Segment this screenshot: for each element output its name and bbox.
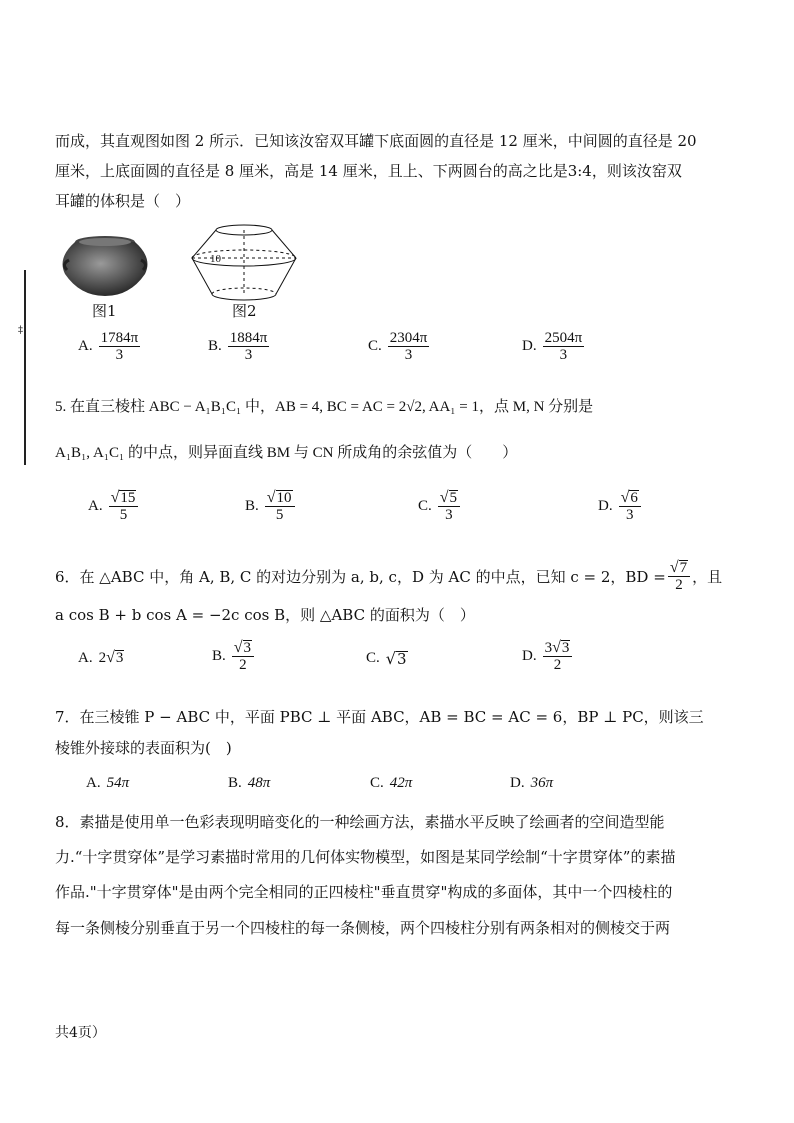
q5-option-d-value: √ 6 3: [619, 490, 641, 523]
q5-option-c-label: C.: [418, 498, 432, 514]
q5-stem-line-1: 5. 在直三棱柱 ABC − A₁B₁C₁ 中，AB = 4, BC = AC = 2√2, AA₁ = 1，点 M, N 分别是: [55, 399, 594, 415]
q7-option-d-value: 36π: [530, 775, 554, 791]
q7-option-b-label: B.: [228, 775, 242, 791]
q6-option-d-value: 3 √ 3 2: [543, 640, 573, 673]
q8-stem-line-1: 8．素描是使用单一色彩表现明暗变化的一种绘画方法，素描水平反映了绘画者的空间造型能: [55, 813, 665, 831]
q6-stem-text: 6．在 △ABC 中，角 A, B, C 的对边分别为 a, b, c，D 为 AC 的中点，已知 c = 2，BD =: [55, 567, 666, 586]
q5-option-a[interactable]: [88, 490, 138, 523]
margin-binding-line: [24, 270, 26, 465]
q6-option-b-label: B.: [212, 648, 226, 664]
q7-option-d[interactable]: [510, 775, 553, 792]
intro-line-2: 厘米，上底面圆的直径是 8 厘米，高是 14 厘米，且上、下两圆台的高之比是3:4，则该汝窑双: [55, 162, 682, 180]
q7-stem-line-1: 7．在三棱锥 P − ABC 中，平面 PBC ⊥ 平面 ABC，AB = BC = AC = 6，BP ⊥ PC，则该三: [55, 708, 704, 726]
q7-option-c-value: 42π: [389, 775, 413, 791]
q6-stem-line-2: a cos B + b cos A = −2c cos B，则 △ABC 的面积为（ ）: [55, 606, 475, 624]
margin-mark: ‡: [18, 325, 23, 336]
q5-option-b[interactable]: [245, 490, 295, 523]
q8-stem-line-2: 力.“十字贯穿体”是学习素描时常用的几何体实物模型，如图是某同学绘制“十字贯穿体”的素描: [55, 848, 676, 866]
q6-option-a[interactable]: [78, 650, 124, 667]
q7-option-b[interactable]: [228, 775, 270, 792]
q5-option-a-value: √ 15 5: [109, 490, 139, 523]
q4-option-c-value: $\frac{2304\pi}{3}$: [389, 330, 428, 363]
q5-option-a-label: A.: [88, 498, 103, 514]
figure-1-caption: 图1: [92, 302, 117, 320]
q5-stem-line-2: A₁B₁, A₁C₁ 的中点，则异面直线 BM 与 CN 所成角的余弦值为（ ）: [55, 445, 518, 461]
q5-option-c-value: √ 5 3: [438, 490, 460, 523]
q4-option-a[interactable]: [78, 330, 140, 363]
q6-option-c[interactable]: [366, 650, 408, 667]
q7-option-a-label: A.: [86, 775, 101, 791]
jar-photo-figure: [55, 230, 155, 300]
q6-option-d[interactable]: [522, 640, 572, 673]
fig2-diameter-label: 10: [210, 253, 221, 265]
q4-option-b-value: $\frac{1884\pi}{3}$: [229, 330, 268, 363]
q4-option-b[interactable]: [208, 330, 269, 363]
q6-option-d-label: D.: [522, 648, 537, 664]
q5-option-d-label: D.: [598, 498, 613, 514]
q4-option-a-value: $\frac{1784\pi}{3}$: [100, 330, 139, 363]
q6-stem-line-1: [55, 560, 722, 593]
q7-option-d-label: D.: [510, 775, 525, 791]
q4-option-c-label: C.: [368, 338, 382, 354]
q6-option-b-value: √ 3 2: [232, 640, 254, 673]
q4-option-d-value: $\frac{2504\pi}{3}$: [544, 330, 583, 363]
q5-option-b-label: B.: [245, 498, 259, 514]
q6-option-c-label: C.: [366, 650, 380, 666]
q4-option-d-label: D.: [522, 338, 537, 354]
q6-option-a-label: A.: [78, 650, 93, 666]
intro-line-1: 而成，其直观图如图 2 所示．已知该汝窑双耳罐下底面圆的直径是 12 厘米，中间圆的直径是 20: [55, 132, 697, 150]
q4-option-c[interactable]: [368, 330, 429, 363]
q6-option-c-value: √ 3: [385, 648, 407, 668]
q7-stem-line-2: 棱锥外接球的表面积为( ): [55, 739, 232, 757]
q7-option-a-value: 54π: [106, 775, 130, 791]
q5-option-b-value: √ 10 5: [265, 490, 295, 523]
figure-2-caption: 图2: [232, 302, 257, 320]
q4-option-d[interactable]: [522, 330, 584, 363]
q7-option-c[interactable]: [370, 775, 412, 792]
page-footer: 共4页）: [55, 1025, 106, 1041]
jar-diagram-figure: [188, 222, 300, 304]
q8-stem-line-4: 每一条侧棱分别垂直于另一个四棱柱的每一条侧棱，两个四棱柱分别有两条相对的侧棱交于两: [55, 919, 671, 937]
q7-option-b-value: 48π: [247, 775, 271, 791]
q4-option-a-label: A.: [78, 338, 93, 354]
q6-option-b[interactable]: [212, 640, 254, 673]
q6-stem-tail: ，且: [692, 567, 723, 586]
q7-option-c-label: C.: [370, 775, 384, 791]
q6-bd-value: √ 7 2: [668, 560, 690, 593]
q7-option-a[interactable]: [86, 775, 129, 792]
q4-option-b-label: B.: [208, 338, 222, 354]
intro-line-3: 耳罐的体积是（ ）: [55, 192, 191, 210]
q5-option-d[interactable]: [598, 490, 641, 523]
q8-stem-line-3: 作品."十字贯穿体"是由两个完全相同的正四棱柱"垂直贯穿"构成的多面体，其中一个四棱柱的: [55, 883, 673, 901]
q6-option-a-value: 2 √ 3: [98, 649, 124, 666]
q5-option-c[interactable]: [418, 490, 460, 523]
